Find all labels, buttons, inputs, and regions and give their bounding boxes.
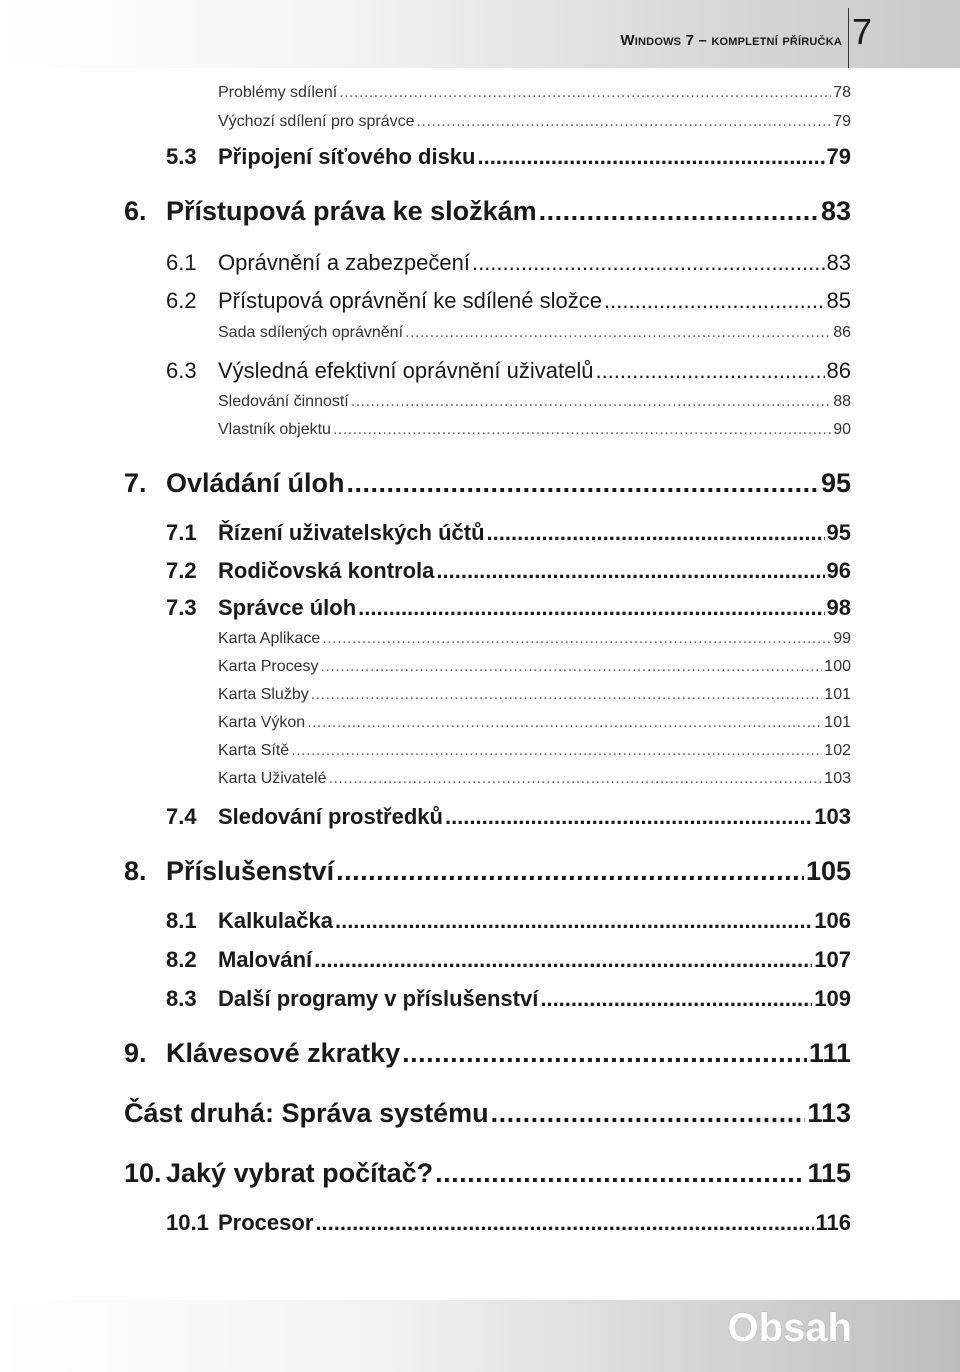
toc-entry[interactable]: [124, 1158, 851, 1189]
toc-entry-page: 109: [814, 986, 851, 1011]
toc-entry-title: Karta Procesy: [218, 658, 319, 675]
dot-leader: [314, 947, 812, 973]
dot-leader: [333, 421, 831, 439]
toc-entry-page: 96: [826, 558, 851, 583]
toc-entry[interactable]: [218, 630, 851, 648]
toc-entry-title: Karta Sítě: [218, 742, 290, 759]
toc-entry-title: Karta Služby: [218, 686, 309, 703]
toc-entry-page: 111: [808, 1038, 851, 1068]
toc-entry-title: Sada sdílených oprávnění: [218, 324, 404, 341]
toc-entry-page: 101: [824, 686, 851, 703]
dot-leader: [445, 804, 812, 830]
toc-entry-title: Připojení síťového disku: [218, 144, 476, 169]
toc-entry-title: Správce úloh: [218, 595, 357, 620]
toc-entry-page: 103: [814, 804, 851, 829]
toc-entry[interactable]: [124, 250, 851, 276]
dot-leader: [402, 1038, 807, 1069]
toc-entry[interactable]: [124, 908, 851, 934]
toc-entry[interactable]: [218, 113, 851, 131]
toc-entry-title: Malování: [218, 947, 313, 972]
toc-entry-title: Rodičovská kontrola: [218, 558, 435, 583]
toc-entry-title: Sledování prostředků: [218, 804, 443, 829]
dot-leader: [358, 595, 824, 621]
toc-entry-number: 10.: [124, 1158, 162, 1188]
toc-entry-number: 8.2: [166, 947, 197, 972]
toc-entry-number: 6.3: [166, 358, 197, 383]
toc-entry-number: 6.: [124, 196, 147, 226]
toc-entry[interactable]: [124, 1210, 851, 1236]
running-title: Windows 7 – kompletní příručka: [620, 32, 842, 49]
toc-entry-page: 86: [833, 324, 851, 341]
toc-entry-number: 7.: [124, 468, 147, 498]
dot-leader: [417, 113, 832, 131]
dot-leader: [477, 144, 824, 170]
dot-leader: [322, 630, 831, 648]
toc-entry-title: Oprávnění a zabezpečení: [218, 250, 470, 275]
toc-entry[interactable]: [124, 856, 851, 887]
toc-entry[interactable]: [124, 558, 851, 584]
toc-entry-page: 103: [824, 770, 851, 787]
toc-entry-number: 6.1: [166, 250, 197, 275]
page-number: 7: [852, 11, 873, 52]
toc-entry[interactable]: [124, 468, 851, 499]
toc-entry-page: 90: [833, 421, 851, 438]
dot-leader: [351, 393, 831, 411]
toc-entry-number: 8.: [124, 856, 147, 886]
toc-entry[interactable]: [124, 947, 851, 973]
toc-entry[interactable]: [124, 520, 851, 546]
toc-entry[interactable]: [218, 84, 851, 102]
toc-entry[interactable]: [218, 686, 851, 704]
dot-leader: [436, 558, 824, 584]
toc-entry-title: Vlastník objektu: [218, 421, 331, 438]
dot-leader: [595, 358, 824, 384]
dot-leader: [405, 324, 831, 342]
toc-entry-title: Sledování činností: [218, 393, 349, 410]
toc-entry[interactable]: [218, 714, 851, 732]
toc-entry-number: 8.3: [166, 986, 197, 1011]
toc-entry[interactable]: [218, 324, 851, 342]
dot-leader: [540, 986, 812, 1012]
toc-entry-title: Kalkulačka: [218, 908, 333, 933]
dot-leader: [329, 770, 823, 788]
toc-entry-page: 79: [826, 144, 851, 169]
toc-entry-number: 8.1: [166, 908, 197, 933]
dot-leader: [491, 1098, 806, 1129]
toc-entry-page: 100: [824, 658, 851, 675]
toc-entry-page: 101: [824, 714, 851, 731]
toc-entry[interactable]: [124, 288, 851, 314]
toc-entry-title: Řízení uživatelských účtů: [218, 520, 485, 545]
toc-entry-number: 7.2: [166, 558, 197, 583]
toc-entry-page: 99: [833, 630, 851, 647]
toc-entry-page: 86: [826, 358, 851, 383]
toc-entry[interactable]: [124, 804, 851, 830]
toc-entry[interactable]: [218, 393, 851, 411]
toc-entry-page: 113: [807, 1098, 851, 1128]
toc-entry-title: Část druhá: Správa systému: [124, 1098, 489, 1128]
toc-entry-page: 78: [833, 84, 851, 101]
toc-entry-page: 102: [824, 742, 851, 759]
toc-entry[interactable]: [124, 986, 851, 1012]
toc-entry-title: Karta Uživatelé: [218, 770, 327, 787]
toc-entry-title: Přístupová práva ke složkám: [166, 196, 537, 226]
toc-entry-title: Klávesové zkratky: [166, 1038, 401, 1068]
dot-leader: [291, 742, 822, 760]
toc-entry-number: 7.1: [166, 520, 197, 545]
toc-entry-title: Další programy v příslušenství: [218, 986, 539, 1011]
toc-entry-number: 5.3: [166, 144, 197, 169]
toc-entry[interactable]: [218, 770, 851, 788]
toc-entry-page: 107: [814, 947, 851, 972]
toc-entry-title: Karta Aplikace: [218, 630, 321, 647]
dot-leader: [487, 520, 825, 546]
toc-entry[interactable]: [124, 1038, 851, 1069]
dot-leader: [339, 84, 831, 102]
dot-leader: [320, 658, 822, 676]
toc-entry-number: 10.1: [166, 1210, 209, 1235]
toc-entry[interactable]: [124, 144, 851, 170]
toc-entry[interactable]: [124, 196, 851, 227]
toc-entry-title: Jaký vybrat počítač?: [166, 1158, 434, 1188]
toc-entry-title: Karta Výkon: [218, 714, 306, 731]
toc-entry-page: 88: [833, 393, 851, 410]
dot-leader: [336, 856, 804, 887]
toc-entry[interactable]: [218, 421, 851, 439]
toc-entry-title: Ovládání úloh: [166, 468, 345, 498]
toc-entry-title: Přístupová oprávnění ke sdílené složce: [218, 288, 603, 313]
toc-entry-number: 7.4: [166, 804, 197, 829]
dot-leader: [604, 288, 825, 314]
toc-entry-title: Výsledná efektivní oprávnění uživatelů: [218, 358, 594, 383]
toc-entry-page: 95: [820, 468, 851, 498]
toc-entry-page: 116: [815, 1210, 851, 1235]
toc-entry-page: 105: [805, 856, 851, 886]
dot-leader: [315, 1210, 813, 1236]
dot-leader: [347, 468, 819, 499]
toc-entry-title: Příslušenství: [166, 856, 335, 886]
toc-entry-title: Problémy sdílení: [218, 84, 338, 101]
toc-entry-title: Výchozí sdílení pro správce: [218, 113, 415, 130]
toc-entry-number: 9.: [124, 1038, 147, 1068]
toc-entry-page: 83: [826, 250, 851, 275]
toc-entry-page: 106: [814, 908, 851, 933]
toc-entry-page: 98: [826, 595, 851, 620]
dot-leader: [539, 196, 819, 227]
toc-entry-title: Procesor: [218, 1210, 314, 1235]
dot-leader: [435, 1158, 805, 1189]
toc-entry[interactable]: [218, 658, 851, 676]
toc-part-entry[interactable]: [124, 1098, 851, 1129]
toc-entry[interactable]: [124, 595, 851, 621]
toc-entry-page: 79: [833, 113, 851, 130]
dot-leader: [311, 686, 823, 704]
header-divider: [848, 8, 849, 68]
dot-leader: [307, 714, 822, 732]
toc-entry[interactable]: [124, 358, 851, 384]
toc-entry[interactable]: [218, 742, 851, 760]
toc-entry-number: 6.2: [166, 288, 197, 313]
dot-leader: [472, 250, 825, 276]
toc-entry-page: 115: [807, 1158, 851, 1188]
toc-entry-number: 7.3: [166, 595, 197, 620]
toc-entry-page: 95: [826, 520, 851, 545]
toc-entry-page: 85: [826, 288, 851, 313]
section-label: Obsah: [727, 1306, 852, 1350]
dot-leader: [335, 908, 812, 934]
toc-entry-page: 83: [820, 196, 851, 226]
